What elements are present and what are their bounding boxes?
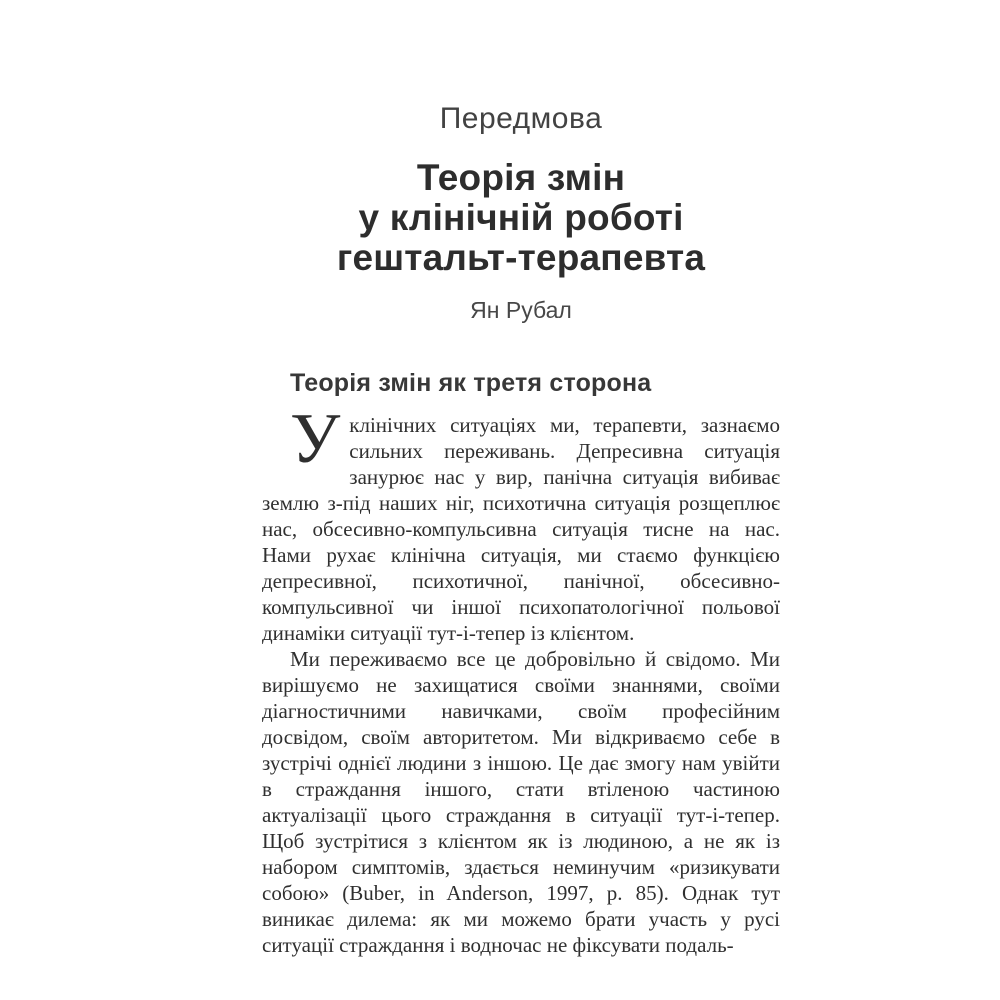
- title-line-3: гештальт-терапевта: [336, 237, 706, 278]
- paragraph: Ми переживаємо все це добровільно й свідомо. Ми вирішуємо не захищатися своїми знаннями, своїми діагностичними навичками, своїм професійним досвідом, своїм авторитетом. Ми відкриваємо себе в зустрічі однієї людини з іншою. Це дає змогу нам увійти в страждання іншого, стати втіленою частиною актуалізації цього страждання в ситуації тут-і-тепер. Щоб зустрітися з клієнтом як із людиною, а не як із набором симптомів, здається неминучим «ризикувати собою» (Buber, in Anderson, 1997, p. 85). Однак тут виникає дилема: як ми можемо брати участь у русі ситуації страждання і водночас не фіксувати подаль-: [262, 647, 780, 957]
- title-line-1: Теорія змін: [416, 157, 626, 198]
- dropcap-letter: У: [290, 400, 341, 478]
- page-content: [262, 0, 780, 958]
- title-line-2: у клінічній роботі: [358, 197, 684, 238]
- section-heading: Теорія змін як третя сторона: [290, 369, 652, 397]
- chapter-kicker: Передмова: [439, 102, 603, 135]
- chapter-title: [262, 158, 780, 278]
- author-name: Ян Рубал: [470, 297, 572, 323]
- paragraph-text: клінічних ситуаціях ми, терапевти, зазнаємо сильних переживань. Депресивна ситуація занурює нас у вир, панічна ситуація вибиває землю з-під наших ніг, психотична ситуація розщеплює нас, обсесивно-компульсивна ситуація тисне на нас. Нами рухає клінічна ситуація, ми стаємо функцією депресивної, психотичної, панічної, обсесивно-компульсивної чи іншої психопатологічної польової динаміки ситуації тут-і-тепер із клієнтом.: [262, 413, 780, 645]
- paragraph: [262, 400, 780, 646]
